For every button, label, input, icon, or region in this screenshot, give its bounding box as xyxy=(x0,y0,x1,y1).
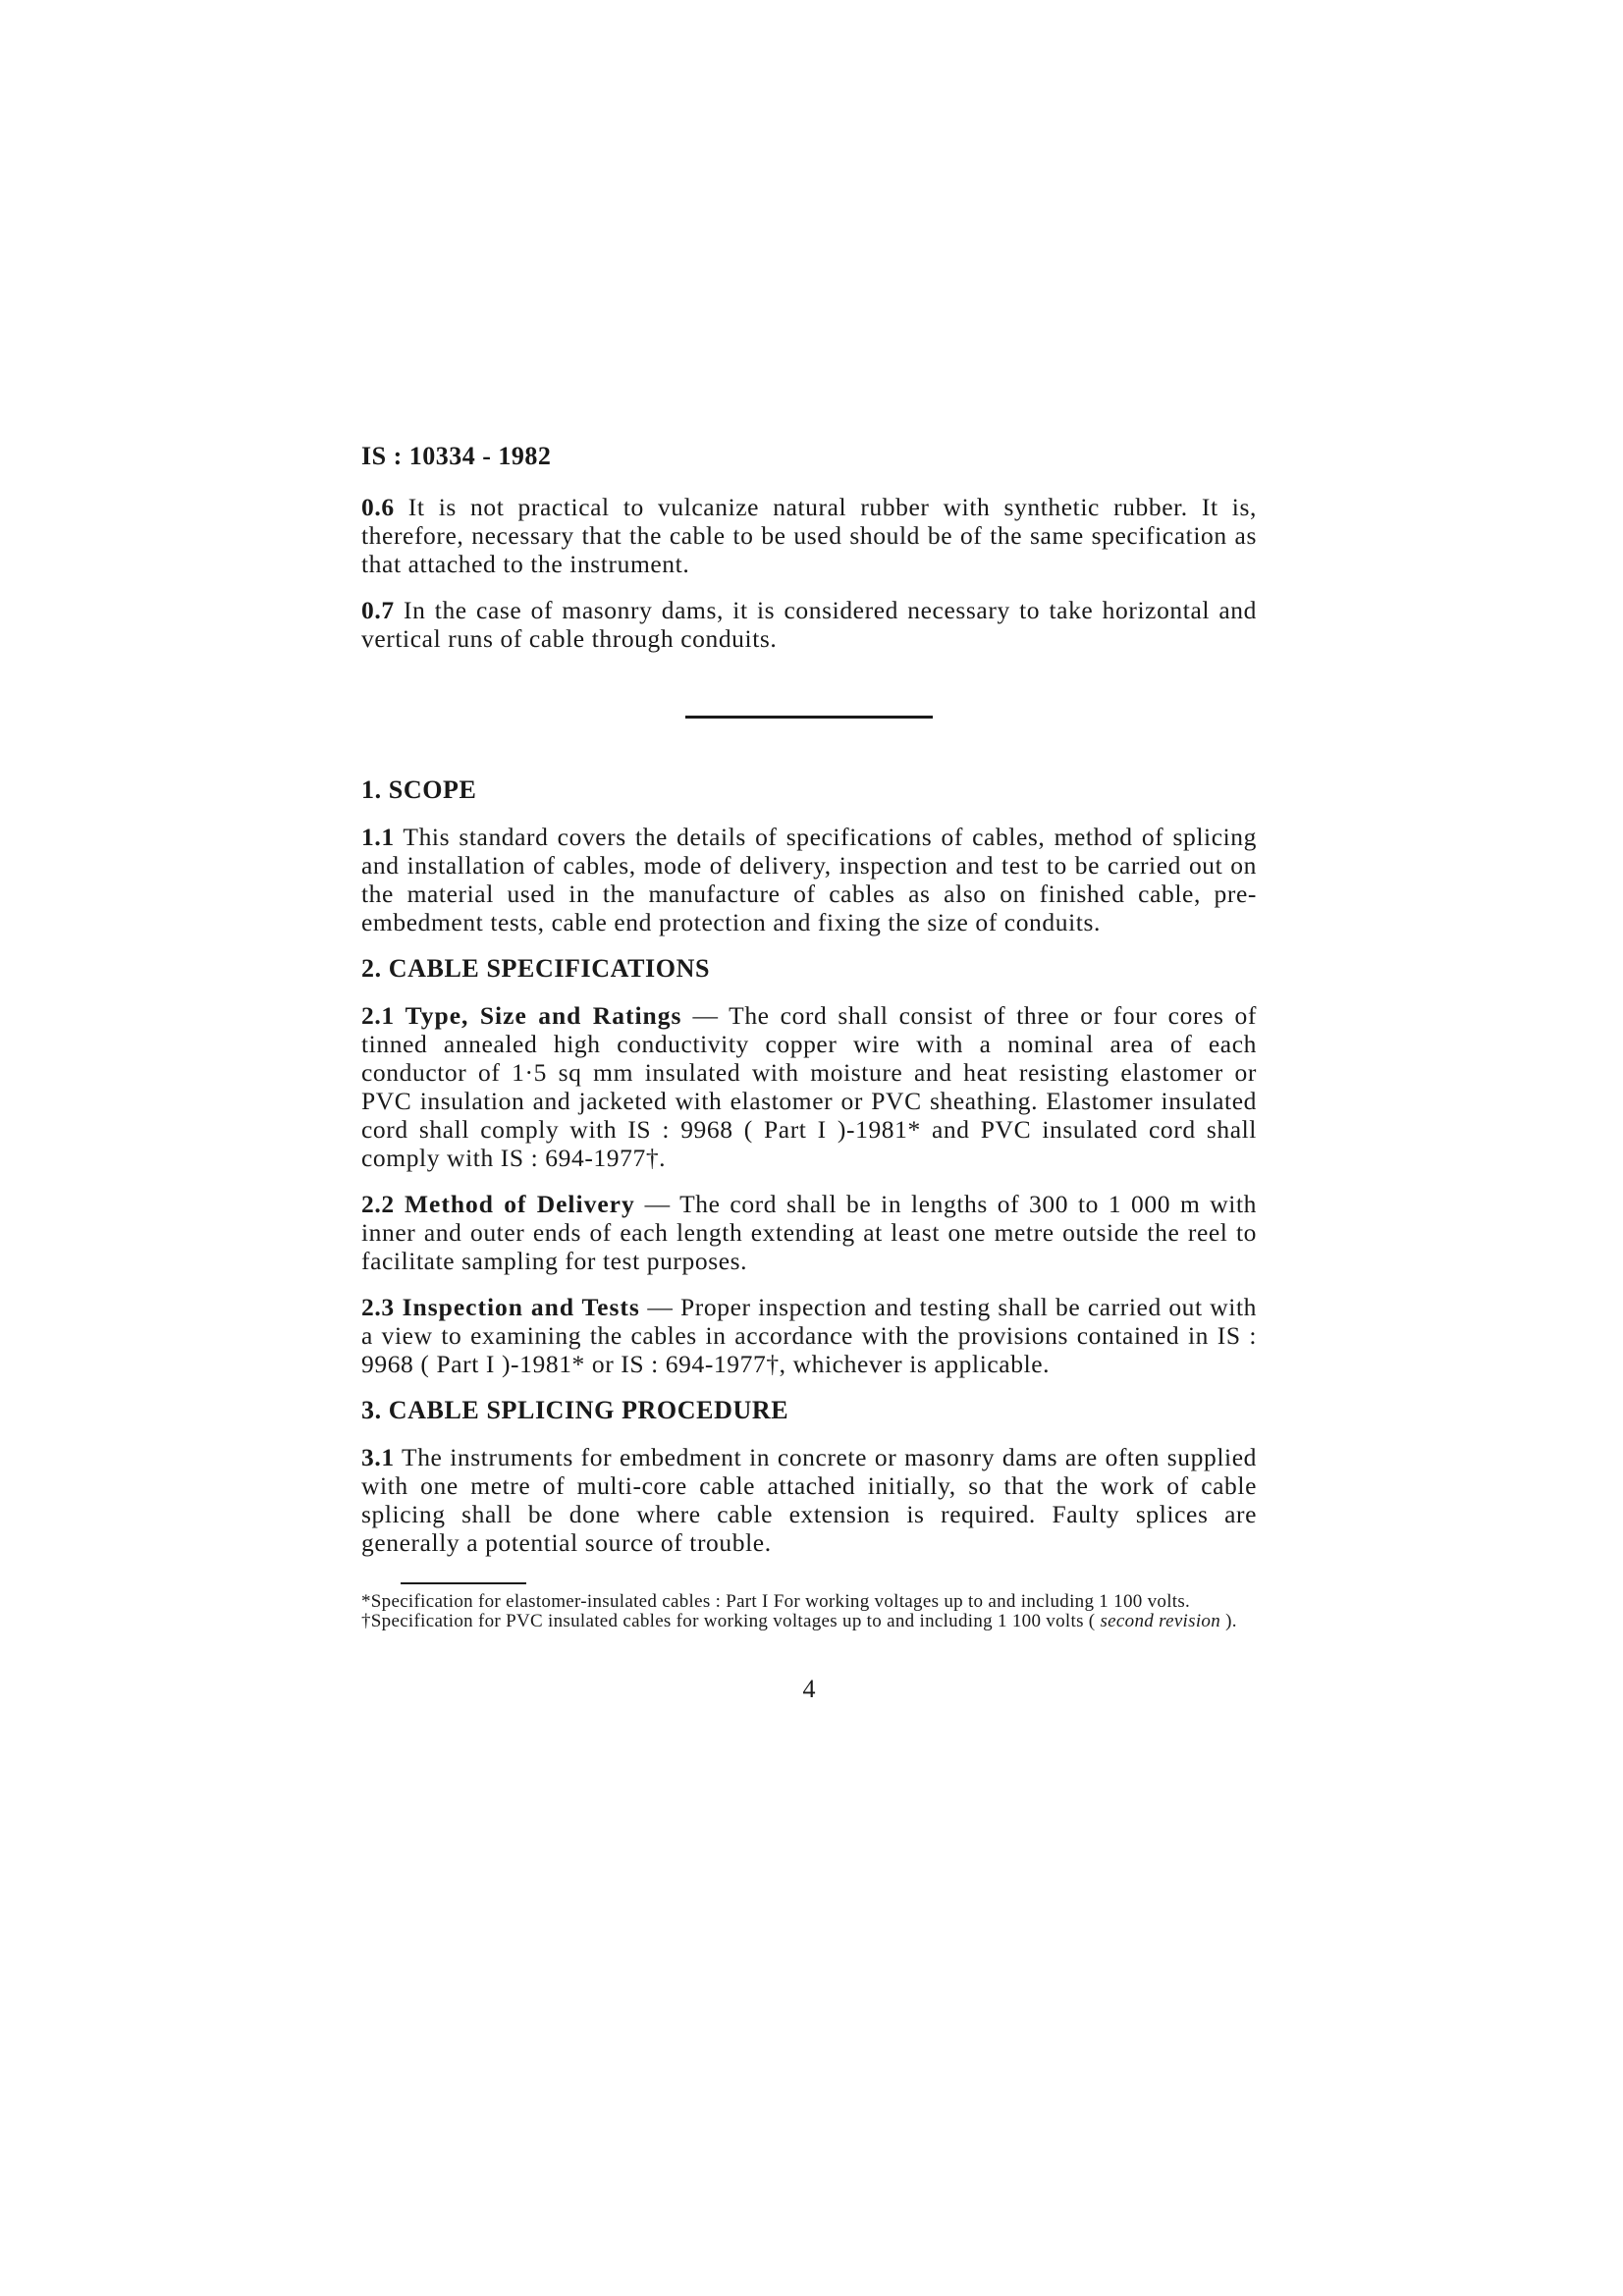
footnote-elastomer: *Specification for elastomer-insulated cables : Part I For working voltages up to and including 1 100 volts. xyxy=(361,1591,1191,1612)
clause-text: This standard covers the details of specifications of cables, method of splicing and installation of cables, mode of delivery, inspection and test to be carried out on the material used in the manufacture of cables as also on finished cable, pre-embedment tests, cable end protection and fixing the size of conduits. xyxy=(361,823,1257,936)
footnote-italic: second revision xyxy=(1100,1611,1221,1631)
heading-cable-splicing: 3. CABLE SPLICING PROCEDURE xyxy=(361,1396,789,1424)
footnote-text: †Specification for PVC insulated cables for working voltages up to and including 1 100 volts ( xyxy=(361,1611,1101,1631)
document-page xyxy=(361,442,1257,1704)
clause-term: Type, Size and Ratings xyxy=(394,1001,682,1030)
clause-term: Inspection and Tests xyxy=(394,1293,640,1321)
clause-text: — The cord shall be in lengths of 300 to 1 000 m with inner and outer ends of each length extending at least one metre outside the reel to facilitate sampling for test purposes. xyxy=(361,1190,1257,1275)
clause-1-1 xyxy=(361,823,1257,936)
footnote-divider xyxy=(401,1582,526,1584)
clause-0-7 xyxy=(361,596,1257,653)
clause-text: — The cord shall consist of three or four cores of tinned annealed high conductivity copper wire with a nominal area of each conductor of 1·5 sq mm insulated with moisture and heat resisting elastomer or PVC insulation and jacketed with elastomer or PVC sheathing. Elastomer insulated cord shall comply with IS : 9968 ( Part I )-1981* and PVC insulated cord shall comply with IS : 694-1977†. xyxy=(361,1001,1257,1172)
clause-number: 1.1 xyxy=(361,823,395,851)
clause-text: — Proper inspection and testing shall be carried out with a view to examining the cables in accordance with the provisions contained in IS : 9968 ( Part I )-1981* or IS : 694-1977†, whichever is applicable. xyxy=(361,1293,1257,1378)
section-divider xyxy=(685,716,933,719)
clause-2-2 xyxy=(361,1190,1257,1275)
clause-0-6 xyxy=(361,493,1257,578)
clause-text: It is not practical to vulcanize natural rubber with synthetic rubber. It is, therefore, necessary that the cable to be used should be of the same specification as that attached to the instrument. xyxy=(361,493,1257,578)
clause-number: 2.1 xyxy=(361,1001,395,1030)
clause-2-3 xyxy=(361,1293,1257,1378)
clause-3-1 xyxy=(361,1443,1257,1557)
footnote-end: ). xyxy=(1220,1611,1237,1631)
footnote-pvc xyxy=(361,1612,1257,1631)
heading-cable-specifications: 2. CABLE SPECIFICATIONS xyxy=(361,954,710,983)
clause-number: 0.7 xyxy=(361,596,395,624)
clause-number: 2.2 xyxy=(361,1190,395,1218)
clause-term: Method of Delivery xyxy=(394,1190,635,1218)
clause-number: 0.6 xyxy=(361,493,395,521)
clause-text: In the case of masonry dams, it is considered necessary to take horizontal and vertical runs of cable through conduits. xyxy=(361,596,1257,653)
clause-text: The instruments for embedment in concrete or masonry dams are often supplied with one metre of multi-core cable attached initially, so that the work of cable splicing shall be done where cable extension is required. Faulty splices are generally a potential source of trouble. xyxy=(361,1443,1257,1557)
clause-2-1 xyxy=(361,1001,1257,1172)
clause-number: 3.1 xyxy=(361,1443,395,1471)
standard-number: IS : 10334 - 1982 xyxy=(361,442,552,470)
page-number: 4 xyxy=(802,1675,816,1703)
clause-number: 2.3 xyxy=(361,1293,395,1321)
heading-scope: 1. SCOPE xyxy=(361,775,477,804)
